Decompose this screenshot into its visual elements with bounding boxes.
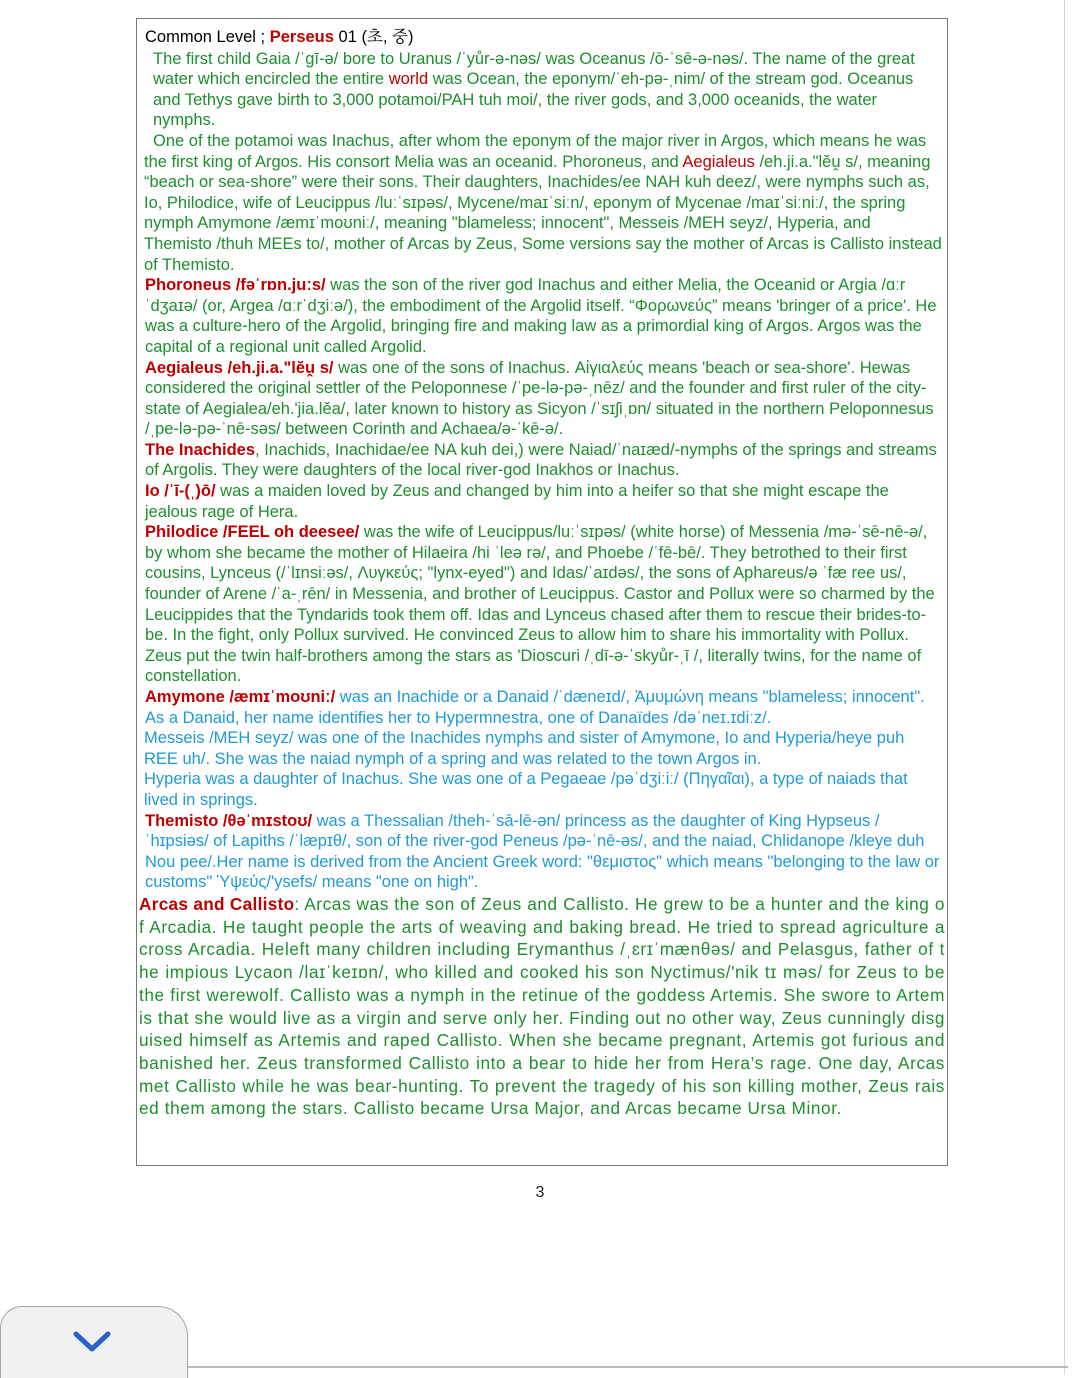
term-inachides: The Inachides — [145, 440, 256, 459]
sheet-edge-divider — [188, 1366, 1068, 1368]
para2-text-b: /eh.ji.a."lĕṷ s/, meaning “beach or sea-shore” were their sons. Their daughters, Inachides/ee NAH kuh deez/, were nymphs such as, Io, Philodice, wife of Leucippus /luːˈsɪpəs/, Mycene/maɪˈsiːn/, eponym of Mycenae /maɪˈsiːniː/, the spring nymph Amymone /æmɪˈmoʊniː/, meaning "blameless; innocent", Messeis /MEH seyz/, Hyperia, and Themisto /thuh MEEs to/, mother of Arcas by Zeus, Some versions say the mother of Arcas is Callisto instead of Themisto. — [144, 152, 942, 274]
def-inachides: , Inachids, Inachidae/ee NA kuh dei,) were Naiad/ˈnaɪæd/-nymphs of the springs and streams of Argolis. They were daughters of the local river-god Inakhos or Inachus. — [145, 440, 937, 480]
entry-phoroneus — [144, 275, 942, 357]
collapse-tab-button[interactable] — [0, 1306, 188, 1378]
page-header — [145, 27, 942, 48]
def-io: was a maiden loved by Zeus and changed by him into a heifer so that she might escape the jealous rage of Hera. — [145, 482, 889, 521]
title-suffix: 01 (초, 중) — [333, 28, 414, 46]
term-phoroneus: Phoroneus /fəˈrɒn.juːs/ — [145, 276, 326, 295]
term-themisto: Themisto /θəˈmɪstoʊ/ — [145, 811, 313, 830]
def-themisto: was a Thessalian /theh-ˈsā-lē-ən/ princess as the daughter of King Hypseus /ˈhɪpsiəs/ of Lapiths /ˈlæpɪθ/, son of the river-god Peneus /pə-ˈnē-əs/, and the naiad, Chlidanope /kleye duh Nou pee/.Her name is derived from the Ancient Greek word: "θεμιστος" which means "belonging to the law or customs" Ὑψεύς/'ysefs/ means "one on high". — [145, 811, 940, 892]
entry-messeis: Messeis /MEH seyz/ was one of the Inachides nymphs and sister of Amymone, Io and Hyperia/heye puh REE uh/. She was the naiad nymph of a spring and was related to the town Argos in. — [144, 729, 905, 768]
def-philodice: was the wife of Leucippus/luːˈsɪpəs/ (white horse) of Messenia /mə-ˈsē-nē-ə/, by whom she became the mother of Hilaeira /hi ˈleə rə/, and Phoebe /ˈfē-bē/. They betrothed to their first cousins, Lynceus (/ˈlɪnsiːəs/, Λυγκεύς; "lynx-eyed") and Idas/ˈaɪdəs/, the sons of Aphareus/ə ˈfæ ree us/, founder of Arene /ˈa-ˌrēn/ in Messenia, and brother of Leucippus. Castor and Pollux were so charmed by the Leucippides that the Tyndarids took them off. Idas and Lynceus chased after them to rescue their brides-to-be. In the fight, only Pollux survived. He convinced Zeus to allow him to share his immortality with Pollux. Zeus put the twin half-brothers among the stars as 'Dioscuri /ˌdī-ə-ˈskyůr-ˌī /, literally twins, for the name of constellation. — [145, 523, 935, 686]
entry-aegialeus — [144, 358, 942, 440]
chevron-down-icon — [73, 1331, 111, 1353]
word-world: world — [388, 70, 429, 89]
term-arcas-callisto: Arcas and Callisto — [139, 894, 295, 914]
page-content — [144, 27, 942, 893]
page-title: Perseus — [269, 28, 334, 46]
entry-amymone — [144, 687, 942, 728]
page-number: 3 — [535, 1184, 545, 1201]
para2-text-a: One of the potamoi was Inachus, after whom the eponym of the major river in Argos, which means he was the first king of Argos. His consort Melia was an oceanid. Phoroneus, and — [144, 131, 927, 171]
term-philodice: Philodice /FEEL oh deesee/ — [145, 523, 360, 542]
para1-rest: was Ocean, the eponym/ˈeh-pə-ˌnim/ of the stream god. Oceanus and Tethys gave birth to 3,000 potamoi/PAH tuh moi/, the river gods, and 3,000 oceanids, the water nymphs. — [153, 70, 914, 130]
term-io: Io /ˈī-(ˌ)ō/ — [145, 482, 216, 501]
def-amymone: was an Inachide or a Danaid /ˈdæneɪd/, Ἀμυμώνη means "blameless; innocent". As a Danaid, her name identifies her to Hypermnestra, one of Danaïdes /dəˈneɪ.ɪdiːz/. — [145, 688, 925, 727]
def-arcas-callisto: : Arcas was the son of Zeus and Callisto. He grew to be a hunter and the king of Arcadia. He taught people the arts of weaving and baking bread. He tried to spread agriculture across Arcadia. Heleft many children including Erymanthus /ˌɛrɪˈmænθəs/ and Pelasgus, father of the impious Lycaon /laɪˈkeɪɒn/, who killed and cooked his son Nyctimus/'nik tɪ məs/ for Zeus to be the first werewolf. Callisto was a nymph in the retinue of the goddess Artemis. She swore to Artemis that she would live as a virgin and serve only her. Finding out no other way, Zeus cunningly disguised himself as Artemis and raped Callisto. When she became pregnant, Artemis got furious and banished her. Zeus transformed Callisto into a bear to hide her from Hera’s rage. One day, Arcas met Callisto while he was bear-hunting. To prevent the tragedy of his son killing mother, Zeus raised them among the stars. Callisto became Ursa Major, and Arcas became Ursa Minor. — [139, 894, 945, 1119]
intro-paragraph-1 — [144, 49, 942, 131]
para1-text: The first child Gaia /ˈɡī-ə/ bore to Uranus /ˈyůr-ə-nəs/ was Oceanus /ō-ˈsē-ə-nəs/. The name of the great water which encircled the entire — [153, 49, 915, 89]
def-phoroneus: was the son of the river god Inachus and either Melia, the Oceanid or Argia /ɑːrˈdʒaɪə/ (or, Argea /ɑːrˈdʒiːə/), the embodiment of the Argolid itself. “Φορωνεύς” means 'bringer of a price'. He was a culture-hero of the Argolid, bringing fire and making law as a primordial king of Argos. Argos was the capital of a regional unit called Argolid. — [145, 276, 937, 356]
entry-themisto — [144, 811, 942, 893]
level-label: Common Level ; — [145, 28, 270, 46]
term-aegialeus: Aegialeus /eh.ji.a."lĕṷ s/ — [145, 358, 334, 377]
word-aegialeus: Aegialeus — [682, 152, 755, 171]
def-aegialeus: was one of the sons of Inachus. Αἰγιαλεύς means 'beach or sea-shore'. Hewas considered the original settler of the Peloponnese /ˈpe-lə-pə-ˌnēz/ and the founder and first ruler of the city- state of Aegialea/eh.'jia.lĕa/, later known to history as Sicyon /ˈsɪʃiˌɒn/ situated in the northern Peloponnesus /ˌpe-lə-pə-ˈnē-səs/ between Corinth and Achaea/ə-ˈkē-ə/. — [145, 358, 934, 439]
entry-philodice — [144, 522, 942, 687]
viewport-edge — [1064, 0, 1065, 1375]
term-amymone: Amymone /æmɪˈmoʊniː/ — [145, 688, 336, 706]
entry-io — [144, 481, 942, 522]
entry-inachides — [144, 440, 942, 481]
intro-paragraph-2 — [144, 131, 942, 275]
entry-hyperia: Hyperia was a daughter of Inachus. She was one of a Pegaeae /pəˈdʒiːiː/ (Πηγαῖαι), a type of naiads that lived in springs. — [144, 770, 908, 809]
entry-arcas-callisto — [139, 893, 945, 1120]
